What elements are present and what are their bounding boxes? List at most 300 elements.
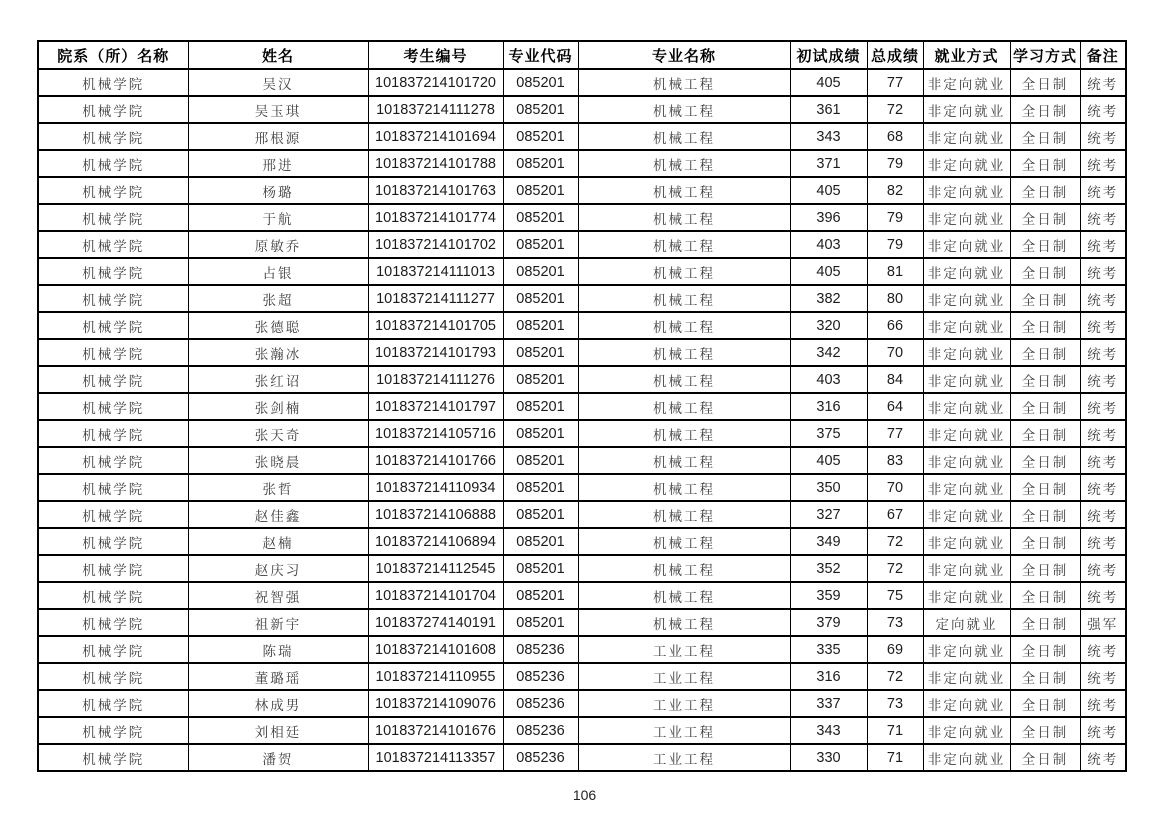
cell-candidate-id: 101837214111013	[368, 258, 503, 285]
cell-department: 机械学院	[38, 609, 188, 636]
cell-total-score: 68	[867, 123, 923, 150]
cell-employment-type: 非定向就业	[923, 690, 1010, 717]
cell-study-mode: 全日制	[1010, 177, 1080, 204]
cell-department: 机械学院	[38, 636, 188, 663]
cell-remark: 统考	[1080, 420, 1126, 447]
cell-department: 机械学院	[38, 420, 188, 447]
cell-candidate-id: 101837274140191	[368, 609, 503, 636]
cell-employment-type: 非定向就业	[923, 501, 1010, 528]
cell-remark: 统考	[1080, 69, 1126, 96]
cell-study-mode: 全日制	[1010, 204, 1080, 231]
cell-major-name: 工业工程	[578, 636, 790, 663]
cell-department: 机械学院	[38, 447, 188, 474]
cell-total-score: 81	[867, 258, 923, 285]
cell-candidate-id: 101837214101766	[368, 447, 503, 474]
cell-total-score: 72	[867, 663, 923, 690]
cell-total-score: 69	[867, 636, 923, 663]
cell-employment-type: 非定向就业	[923, 447, 1010, 474]
table-header	[38, 41, 1126, 69]
cell-study-mode: 全日制	[1010, 312, 1080, 339]
cell-name: 张晓晨	[188, 447, 368, 474]
cell-initial-score: 342	[790, 339, 867, 366]
cell-remark: 统考	[1080, 582, 1126, 609]
cell-department: 机械学院	[38, 393, 188, 420]
cell-name: 张红诏	[188, 366, 368, 393]
cell-remark: 统考	[1080, 690, 1126, 717]
cell-total-score: 71	[867, 744, 923, 771]
cell-total-score: 71	[867, 717, 923, 744]
cell-total-score: 72	[867, 96, 923, 123]
cell-name: 潘贺	[188, 744, 368, 771]
cell-total-score: 77	[867, 69, 923, 96]
cell-employment-type: 非定向就业	[923, 582, 1010, 609]
table-row	[38, 636, 1126, 663]
cell-study-mode: 全日制	[1010, 555, 1080, 582]
cell-employment-type: 非定向就业	[923, 420, 1010, 447]
cell-initial-score: 350	[790, 474, 867, 501]
cell-major-name: 机械工程	[578, 150, 790, 177]
cell-initial-score: 375	[790, 420, 867, 447]
cell-remark: 统考	[1080, 285, 1126, 312]
cell-major-code: 085201	[503, 231, 578, 258]
cell-total-score: 83	[867, 447, 923, 474]
cell-major-name: 机械工程	[578, 609, 790, 636]
cell-remark: 统考	[1080, 150, 1126, 177]
cell-candidate-id: 101837214111278	[368, 96, 503, 123]
cell-candidate-id: 101837214111277	[368, 285, 503, 312]
cell-major-name: 机械工程	[578, 393, 790, 420]
cell-employment-type: 非定向就业	[923, 96, 1010, 123]
cell-initial-score: 379	[790, 609, 867, 636]
header-department: 院系（所）名称	[38, 41, 188, 69]
cell-department: 机械学院	[38, 474, 188, 501]
table-row	[38, 96, 1126, 123]
cell-study-mode: 全日制	[1010, 258, 1080, 285]
cell-major-code: 085201	[503, 447, 578, 474]
cell-name: 邢进	[188, 150, 368, 177]
cell-study-mode: 全日制	[1010, 123, 1080, 150]
cell-name: 张剑楠	[188, 393, 368, 420]
cell-total-score: 79	[867, 204, 923, 231]
cell-name: 杨璐	[188, 177, 368, 204]
header-remark: 备注	[1080, 41, 1126, 69]
cell-remark: 统考	[1080, 339, 1126, 366]
cell-name: 赵庆习	[188, 555, 368, 582]
cell-total-score: 79	[867, 231, 923, 258]
cell-remark: 统考	[1080, 501, 1126, 528]
cell-total-score: 77	[867, 420, 923, 447]
cell-department: 机械学院	[38, 204, 188, 231]
cell-initial-score: 343	[790, 717, 867, 744]
cell-employment-type: 非定向就业	[923, 393, 1010, 420]
cell-initial-score: 343	[790, 123, 867, 150]
cell-major-name: 机械工程	[578, 69, 790, 96]
cell-department: 机械学院	[38, 312, 188, 339]
cell-major-code: 085201	[503, 258, 578, 285]
cell-initial-score: 320	[790, 312, 867, 339]
cell-candidate-id: 101837214101720	[368, 69, 503, 96]
cell-candidate-id: 101837214110955	[368, 663, 503, 690]
table-row	[38, 528, 1126, 555]
cell-total-score: 70	[867, 474, 923, 501]
cell-major-code: 085201	[503, 339, 578, 366]
cell-major-code: 085201	[503, 366, 578, 393]
cell-candidate-id: 101837214101704	[368, 582, 503, 609]
cell-initial-score: 405	[790, 447, 867, 474]
cell-major-code: 085201	[503, 312, 578, 339]
cell-study-mode: 全日制	[1010, 474, 1080, 501]
cell-employment-type: 非定向就业	[923, 231, 1010, 258]
cell-department: 机械学院	[38, 285, 188, 312]
cell-major-code: 085201	[503, 69, 578, 96]
cell-name: 林成男	[188, 690, 368, 717]
cell-name: 祖新宇	[188, 609, 368, 636]
cell-study-mode: 全日制	[1010, 285, 1080, 312]
cell-initial-score: 371	[790, 150, 867, 177]
cell-study-mode: 全日制	[1010, 609, 1080, 636]
header-candidate-id: 考生编号	[368, 41, 503, 69]
cell-name: 张哲	[188, 474, 368, 501]
cell-name: 原敏乔	[188, 231, 368, 258]
table-row	[38, 609, 1126, 636]
table-row	[38, 744, 1126, 771]
table-row	[38, 231, 1126, 258]
cell-name: 赵楠	[188, 528, 368, 555]
cell-department: 机械学院	[38, 555, 188, 582]
cell-department: 机械学院	[38, 231, 188, 258]
table-row	[38, 555, 1126, 582]
cell-remark: 统考	[1080, 636, 1126, 663]
cell-candidate-id: 101837214112545	[368, 555, 503, 582]
cell-department: 机械学院	[38, 150, 188, 177]
table-row	[38, 204, 1126, 231]
cell-major-name: 机械工程	[578, 447, 790, 474]
cell-major-name: 机械工程	[578, 312, 790, 339]
cell-total-score: 73	[867, 609, 923, 636]
cell-initial-score: 405	[790, 258, 867, 285]
cell-initial-score: 335	[790, 636, 867, 663]
cell-major-name: 机械工程	[578, 555, 790, 582]
cell-major-code: 085236	[503, 690, 578, 717]
cell-total-score: 70	[867, 339, 923, 366]
cell-remark: 强军	[1080, 609, 1126, 636]
table-row	[38, 312, 1126, 339]
table-row	[38, 501, 1126, 528]
cell-name: 张瀚冰	[188, 339, 368, 366]
table-row	[38, 366, 1126, 393]
table-row	[38, 582, 1126, 609]
cell-study-mode: 全日制	[1010, 582, 1080, 609]
header-employment-type: 就业方式	[923, 41, 1010, 69]
table-row	[38, 474, 1126, 501]
table-row	[38, 690, 1126, 717]
cell-remark: 统考	[1080, 393, 1126, 420]
table-row	[38, 123, 1126, 150]
cell-major-code: 085236	[503, 636, 578, 663]
cell-department: 机械学院	[38, 69, 188, 96]
cell-remark: 统考	[1080, 177, 1126, 204]
cell-initial-score: 403	[790, 231, 867, 258]
cell-employment-type: 非定向就业	[923, 123, 1010, 150]
cell-remark: 统考	[1080, 717, 1126, 744]
cell-employment-type: 非定向就业	[923, 69, 1010, 96]
cell-candidate-id: 101837214101694	[368, 123, 503, 150]
cell-major-code: 085236	[503, 717, 578, 744]
cell-department: 机械学院	[38, 717, 188, 744]
cell-candidate-id: 101837214101676	[368, 717, 503, 744]
cell-candidate-id: 101837214105716	[368, 420, 503, 447]
cell-candidate-id: 101837214101705	[368, 312, 503, 339]
cell-candidate-id: 101837214101793	[368, 339, 503, 366]
cell-department: 机械学院	[38, 258, 188, 285]
cell-candidate-id: 101837214106894	[368, 528, 503, 555]
cell-name: 占银	[188, 258, 368, 285]
table-row	[38, 285, 1126, 312]
cell-total-score: 75	[867, 582, 923, 609]
cell-department: 机械学院	[38, 177, 188, 204]
cell-study-mode: 全日制	[1010, 447, 1080, 474]
cell-employment-type: 非定向就业	[923, 285, 1010, 312]
cell-study-mode: 全日制	[1010, 366, 1080, 393]
cell-major-code: 085201	[503, 285, 578, 312]
cell-employment-type: 非定向就业	[923, 636, 1010, 663]
cell-employment-type: 非定向就业	[923, 339, 1010, 366]
cell-employment-type: 非定向就业	[923, 177, 1010, 204]
table-row	[38, 393, 1126, 420]
header-name: 姓名	[188, 41, 368, 69]
cell-candidate-id: 101837214101788	[368, 150, 503, 177]
cell-initial-score: 330	[790, 744, 867, 771]
cell-employment-type: 非定向就业	[923, 555, 1010, 582]
cell-employment-type: 非定向就业	[923, 312, 1010, 339]
header-initial-score: 初试成绩	[790, 41, 867, 69]
cell-major-name: 机械工程	[578, 96, 790, 123]
table-row	[38, 339, 1126, 366]
cell-major-code: 085201	[503, 474, 578, 501]
cell-study-mode: 全日制	[1010, 636, 1080, 663]
cell-employment-type: 非定向就业	[923, 366, 1010, 393]
cell-department: 机械学院	[38, 744, 188, 771]
cell-name: 张德聪	[188, 312, 368, 339]
cell-major-code: 085201	[503, 96, 578, 123]
cell-major-name: 机械工程	[578, 501, 790, 528]
cell-department: 机械学院	[38, 690, 188, 717]
cell-study-mode: 全日制	[1010, 744, 1080, 771]
table-row	[38, 447, 1126, 474]
cell-employment-type: 非定向就业	[923, 474, 1010, 501]
table-body	[38, 69, 1126, 771]
cell-major-name: 机械工程	[578, 204, 790, 231]
cell-employment-type: 非定向就业	[923, 150, 1010, 177]
cell-study-mode: 全日制	[1010, 528, 1080, 555]
table-row	[38, 258, 1126, 285]
cell-employment-type: 非定向就业	[923, 744, 1010, 771]
cell-initial-score: 382	[790, 285, 867, 312]
cell-initial-score: 316	[790, 663, 867, 690]
cell-study-mode: 全日制	[1010, 690, 1080, 717]
cell-department: 机械学院	[38, 366, 188, 393]
cell-major-name: 工业工程	[578, 744, 790, 771]
cell-candidate-id: 101837214101774	[368, 204, 503, 231]
cell-major-name: 工业工程	[578, 717, 790, 744]
cell-total-score: 66	[867, 312, 923, 339]
cell-candidate-id: 101837214101702	[368, 231, 503, 258]
cell-total-score: 67	[867, 501, 923, 528]
cell-major-name: 机械工程	[578, 177, 790, 204]
cell-remark: 统考	[1080, 204, 1126, 231]
cell-major-code: 085201	[503, 501, 578, 528]
cell-department: 机械学院	[38, 582, 188, 609]
cell-major-name: 工业工程	[578, 663, 790, 690]
page-number: 106	[572, 787, 597, 803]
cell-name: 吴玉琪	[188, 96, 368, 123]
table-row	[38, 150, 1126, 177]
cell-name: 陈瑞	[188, 636, 368, 663]
cell-remark: 统考	[1080, 258, 1126, 285]
cell-candidate-id: 101837214109076	[368, 690, 503, 717]
cell-total-score: 79	[867, 150, 923, 177]
cell-department: 机械学院	[38, 663, 188, 690]
cell-study-mode: 全日制	[1010, 231, 1080, 258]
cell-total-score: 72	[867, 555, 923, 582]
cell-total-score: 80	[867, 285, 923, 312]
cell-name: 赵佳鑫	[188, 501, 368, 528]
cell-major-name: 工业工程	[578, 690, 790, 717]
cell-major-name: 机械工程	[578, 231, 790, 258]
cell-study-mode: 全日制	[1010, 501, 1080, 528]
cell-study-mode: 全日制	[1010, 150, 1080, 177]
cell-candidate-id: 101837214101763	[368, 177, 503, 204]
cell-initial-score: 396	[790, 204, 867, 231]
cell-initial-score: 327	[790, 501, 867, 528]
cell-remark: 统考	[1080, 555, 1126, 582]
cell-name: 邢根源	[188, 123, 368, 150]
cell-major-code: 085201	[503, 177, 578, 204]
cell-major-name: 机械工程	[578, 528, 790, 555]
cell-remark: 统考	[1080, 96, 1126, 123]
cell-major-code: 085201	[503, 393, 578, 420]
cell-candidate-id: 101837214106888	[368, 501, 503, 528]
cell-initial-score: 349	[790, 528, 867, 555]
cell-department: 机械学院	[38, 528, 188, 555]
cell-employment-type: 非定向就业	[923, 528, 1010, 555]
cell-remark: 统考	[1080, 474, 1126, 501]
cell-major-code: 085201	[503, 204, 578, 231]
cell-study-mode: 全日制	[1010, 69, 1080, 96]
cell-initial-score: 405	[790, 177, 867, 204]
cell-remark: 统考	[1080, 312, 1126, 339]
admission-results-table	[37, 40, 1127, 772]
cell-study-mode: 全日制	[1010, 420, 1080, 447]
cell-department: 机械学院	[38, 96, 188, 123]
cell-name: 张天奇	[188, 420, 368, 447]
cell-department: 机械学院	[38, 501, 188, 528]
header-row	[38, 41, 1126, 69]
cell-major-code: 085201	[503, 420, 578, 447]
cell-initial-score: 316	[790, 393, 867, 420]
cell-total-score: 84	[867, 366, 923, 393]
cell-remark: 统考	[1080, 663, 1126, 690]
cell-major-name: 机械工程	[578, 366, 790, 393]
cell-major-name: 机械工程	[578, 285, 790, 312]
cell-remark: 统考	[1080, 744, 1126, 771]
cell-candidate-id: 101837214101608	[368, 636, 503, 663]
cell-remark: 统考	[1080, 123, 1126, 150]
cell-employment-type: 非定向就业	[923, 258, 1010, 285]
cell-name: 董璐瑶	[188, 663, 368, 690]
table-row	[38, 69, 1126, 96]
cell-initial-score: 337	[790, 690, 867, 717]
cell-candidate-id: 101837214101797	[368, 393, 503, 420]
cell-major-name: 机械工程	[578, 339, 790, 366]
cell-candidate-id: 101837214111276	[368, 366, 503, 393]
cell-initial-score: 359	[790, 582, 867, 609]
cell-name: 祝智强	[188, 582, 368, 609]
cell-name: 张超	[188, 285, 368, 312]
cell-study-mode: 全日制	[1010, 717, 1080, 744]
cell-major-code: 085201	[503, 528, 578, 555]
cell-study-mode: 全日制	[1010, 96, 1080, 123]
cell-total-score: 82	[867, 177, 923, 204]
cell-employment-type: 非定向就业	[923, 204, 1010, 231]
cell-employment-type: 定向就业	[923, 609, 1010, 636]
table-row	[38, 420, 1126, 447]
cell-name: 刘相廷	[188, 717, 368, 744]
cell-initial-score: 403	[790, 366, 867, 393]
cell-total-score: 64	[867, 393, 923, 420]
cell-major-code: 085201	[503, 150, 578, 177]
cell-major-code: 085236	[503, 663, 578, 690]
cell-major-code: 085201	[503, 555, 578, 582]
cell-department: 机械学院	[38, 123, 188, 150]
cell-initial-score: 361	[790, 96, 867, 123]
table-row	[38, 717, 1126, 744]
cell-major-name: 机械工程	[578, 123, 790, 150]
cell-major-name: 机械工程	[578, 420, 790, 447]
cell-candidate-id: 101837214113357	[368, 744, 503, 771]
cell-remark: 统考	[1080, 366, 1126, 393]
header-major-code: 专业代码	[503, 41, 578, 69]
cell-major-code: 085236	[503, 744, 578, 771]
cell-employment-type: 非定向就业	[923, 663, 1010, 690]
cell-department: 机械学院	[38, 339, 188, 366]
cell-study-mode: 全日制	[1010, 393, 1080, 420]
cell-remark: 统考	[1080, 447, 1126, 474]
cell-major-code: 085201	[503, 123, 578, 150]
cell-remark: 统考	[1080, 528, 1126, 555]
cell-study-mode: 全日制	[1010, 339, 1080, 366]
cell-name: 吴汉	[188, 69, 368, 96]
cell-candidate-id: 101837214110934	[368, 474, 503, 501]
cell-employment-type: 非定向就业	[923, 717, 1010, 744]
cell-study-mode: 全日制	[1010, 663, 1080, 690]
header-major-name: 专业名称	[578, 41, 790, 69]
table-row	[38, 663, 1126, 690]
cell-major-name: 机械工程	[578, 258, 790, 285]
cell-major-name: 机械工程	[578, 474, 790, 501]
cell-major-code: 085201	[503, 609, 578, 636]
cell-initial-score: 352	[790, 555, 867, 582]
cell-remark: 统考	[1080, 231, 1126, 258]
cell-major-name: 机械工程	[578, 582, 790, 609]
header-study-mode: 学习方式	[1010, 41, 1080, 69]
cell-initial-score: 405	[790, 69, 867, 96]
cell-major-code: 085201	[503, 582, 578, 609]
table-row	[38, 177, 1126, 204]
cell-total-score: 73	[867, 690, 923, 717]
cell-name: 于航	[188, 204, 368, 231]
cell-total-score: 72	[867, 528, 923, 555]
